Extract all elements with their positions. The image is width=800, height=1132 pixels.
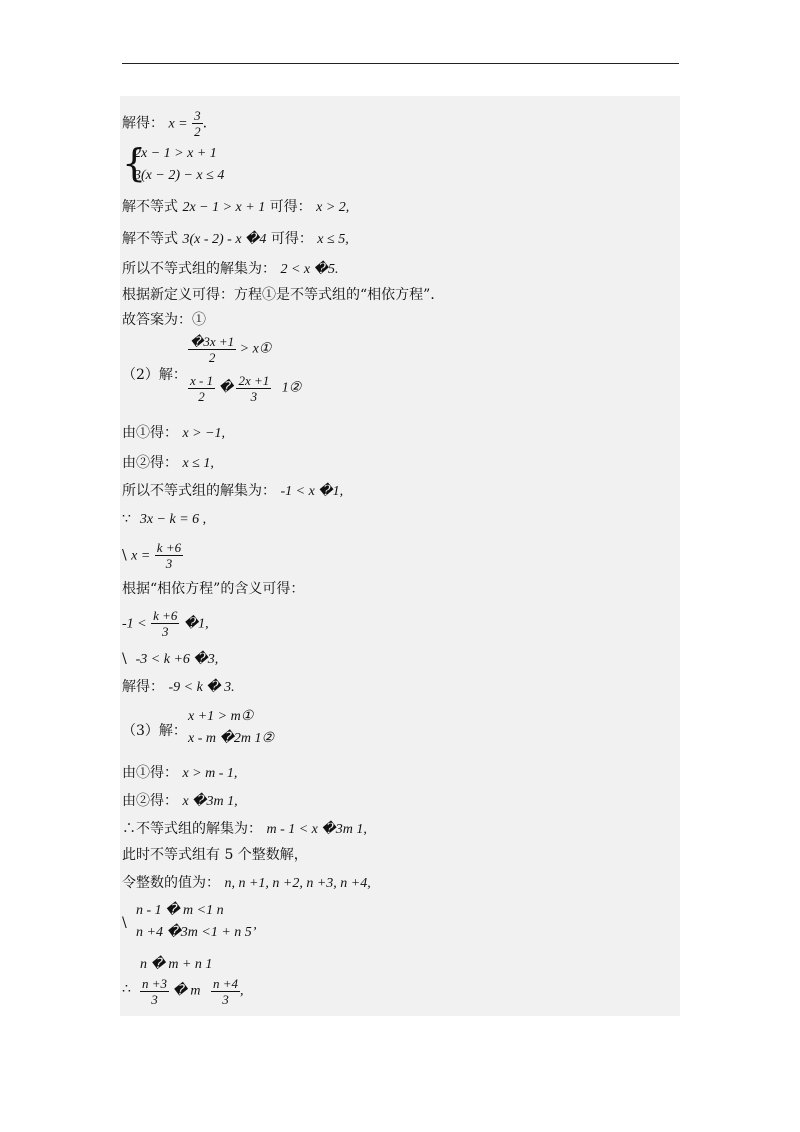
solution-line-21 [122, 820, 367, 839]
numerator: 2x +1 [238, 373, 270, 388]
text: 所以不等式组的解集为： [122, 261, 276, 277]
system-row-2 [188, 373, 301, 404]
math: � m [172, 983, 201, 999]
solution-line-4 [122, 230, 349, 249]
math: x �3m 1, [182, 794, 238, 809]
solution-line-20 [122, 792, 238, 811]
denominator: 2 [188, 388, 215, 404]
text: 由①得： [122, 765, 178, 781]
math: x > −1, [182, 426, 226, 441]
denominator: 2 [194, 124, 201, 139]
math: x ≤ 5, [317, 232, 349, 247]
math: x ≤ 1, [182, 456, 214, 471]
text: 可得： [266, 231, 313, 247]
math: 2x − 1 > x + 1 [182, 200, 266, 215]
solution-line-22: 此时不等式组有 5 个整数解， [122, 847, 308, 863]
denominator: 3 [151, 623, 179, 639]
denominator: 2 [188, 349, 236, 365]
system-row-2: n +4 �3m <1 + n 5’ [136, 925, 257, 940]
system-row-1: 2x − 1 > x + 1 [134, 146, 217, 161]
math: �1, [183, 616, 209, 632]
math: -3 < k +6 �3, [135, 652, 219, 667]
header-rule [122, 63, 679, 64]
solution-line-17 [122, 678, 235, 697]
text: \ [122, 651, 127, 667]
solution-line-9 [122, 424, 225, 443]
system-row-1: n - 1 � m <1 n [136, 903, 224, 918]
solution-line-15 [122, 608, 209, 639]
therefore-mark: \ [122, 915, 127, 931]
system-row-1: x +1 > m① [188, 709, 254, 724]
math: x > m - 1, [182, 766, 238, 781]
math: > x① [239, 341, 272, 357]
numerator: n +3 [142, 976, 168, 991]
part-3-label: （3）解： [122, 723, 187, 739]
text: \ [122, 547, 127, 564]
solution-line-6: 根据新定义可得：方程①是不等式组的“相依方程”． [122, 287, 445, 303]
math: -9 < k � 3. [168, 680, 235, 695]
denominator: 3 [236, 388, 271, 404]
numerator: �3x +1 [190, 334, 235, 349]
solution-line-11 [122, 482, 343, 501]
math: , [240, 983, 244, 999]
denominator: 3 [155, 555, 183, 571]
math: n, n +1, n +2, n +3, n +4, [224, 876, 371, 891]
solution-line-3 [122, 198, 349, 217]
numerator: k +6 [153, 608, 178, 623]
text: 解不等式 [122, 231, 183, 247]
system-row-1: n � m + n 1 [140, 957, 213, 972]
numerator: x - 1 [190, 373, 214, 388]
solution-line-1 [122, 108, 207, 139]
numerator: k +6 [156, 540, 182, 555]
brace-icon: { [122, 141, 147, 185]
system-row-2: 3(x − 2) − x ≤ 4 [134, 168, 225, 183]
math: 1② [281, 380, 302, 396]
math: 3x − k = 6 , [139, 512, 207, 527]
system-row-1 [188, 334, 271, 365]
text: 由②得： [122, 793, 178, 809]
math: x > 2, [316, 200, 350, 215]
system-row-2 [140, 976, 244, 1007]
text: 解得： [122, 679, 164, 695]
denominator: 3 [211, 991, 240, 1007]
denominator: 3 [140, 991, 169, 1007]
text: 所以不等式组的解集为： [122, 483, 276, 499]
fraction [192, 108, 203, 139]
text: 解得： [122, 115, 164, 132]
solution-line-7: 故答案为：① [122, 312, 206, 328]
math: -1 < [122, 616, 147, 632]
text: 由①得： [122, 425, 178, 441]
math: x = [168, 116, 188, 132]
math: -1 < x �1, [280, 484, 344, 499]
solution-line-5 [122, 260, 338, 279]
text: ∵ [122, 511, 131, 527]
numerator: 3 [194, 108, 201, 123]
solution-line-12 [122, 510, 206, 529]
solution-line-14: 根据“相依方程”的含义可得： [122, 581, 305, 597]
solution-line-23 [122, 874, 371, 893]
solution-line-19 [122, 764, 237, 783]
text: 令整数的值为： [122, 875, 220, 891]
system-row-2: x - m �2m 1② [188, 731, 275, 746]
math: m - 1 < x �3m 1, [266, 822, 367, 837]
math: x = [131, 548, 151, 564]
text: 由②得： [122, 455, 178, 471]
math: 2 < x �5. [280, 262, 339, 277]
part-2-label: （2）解： [122, 367, 187, 383]
text: 可得： [265, 199, 312, 215]
text: 解不等式 [122, 199, 183, 215]
math: 3(x - 2) - x �4 [182, 232, 267, 247]
solution-line-16 [122, 650, 218, 669]
solution-line-10 [122, 454, 214, 473]
text: . [202, 115, 208, 132]
therefore-mark: ∴ [122, 981, 131, 997]
solution-line-13 [122, 540, 183, 571]
document-content [120, 96, 680, 1016]
numerator: n +4 [213, 976, 239, 991]
math: � [218, 380, 233, 396]
text: ∴不等式组的解集为： [122, 821, 262, 837]
